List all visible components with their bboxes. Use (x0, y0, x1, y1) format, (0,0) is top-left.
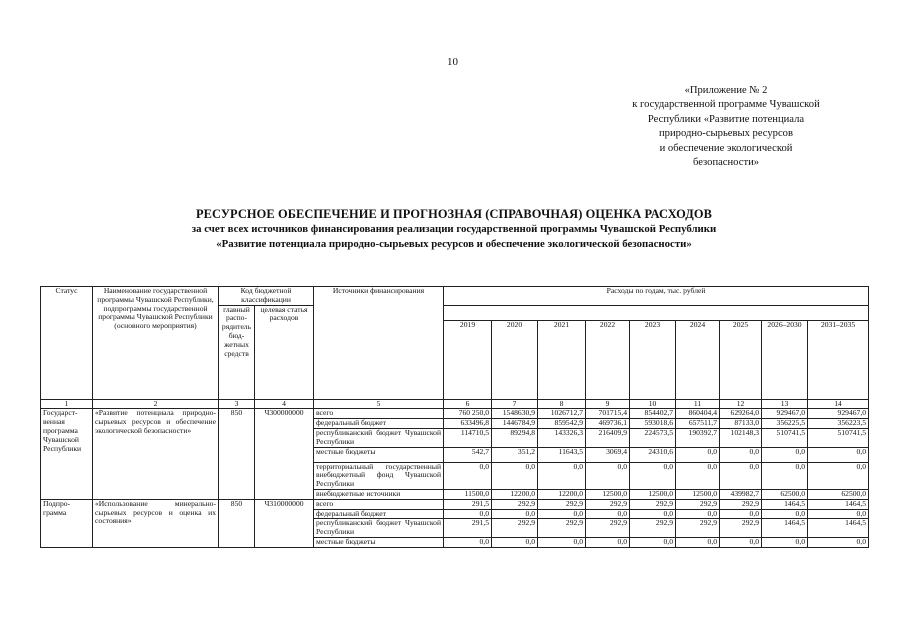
appendix-line: Республики «Развитие потенциала (647, 113, 805, 125)
row-value: 0,0 (808, 509, 869, 519)
column-number: 7 (492, 399, 538, 409)
row-value: 510741,5 (808, 428, 869, 447)
row-value: 0,0 (630, 537, 676, 547)
row-value: 0,0 (808, 537, 869, 547)
appendix-line: и обеспечение экологической (659, 142, 793, 154)
row-value: 0,0 (762, 462, 808, 489)
appendix-line: к государственной программе Чувашской (632, 99, 820, 111)
column-number: 12 (720, 399, 762, 409)
row-value: 0,0 (762, 537, 808, 547)
row-value: 291,5 (444, 499, 492, 509)
row-value: 701715,4 (586, 409, 630, 419)
row-value: 224573,5 (630, 428, 676, 447)
row-value: 629264,0 (720, 409, 762, 419)
column-number: 3 (219, 399, 255, 409)
heading-title: РЕСУРСНОЕ ОБЕСПЕЧЕНИЕ И ПРОГНОЗНАЯ (СПРАВОЧНАЯ) ОЦЕНКА РАСХОДОВ (195, 207, 713, 221)
section-main-code: 850 (219, 499, 255, 547)
row-value: 469736,1 (586, 419, 630, 429)
column-number: 8 (538, 399, 586, 409)
row-value: 292,9 (630, 519, 676, 538)
row-value: 542,7 (444, 447, 492, 462)
row-value: 292,9 (720, 519, 762, 538)
row-source: республиканский бюджет Чувашской Республики (314, 428, 444, 447)
row-value: 0,0 (444, 462, 492, 489)
row-value: 292,9 (586, 499, 630, 509)
row-value: 0,0 (538, 462, 586, 489)
section-status: Государственная программа Чувашской Республики (41, 409, 93, 499)
row-value: 292,9 (538, 519, 586, 538)
row-value: 11500,0 (444, 489, 492, 499)
row-source: местные бюджеты (314, 537, 444, 547)
row-value: 0,0 (720, 447, 762, 462)
row-value: 0,0 (586, 509, 630, 519)
row-value: 351,2 (492, 447, 538, 462)
row-value: 859542,9 (538, 419, 586, 429)
row-value: 3069,4 (586, 447, 630, 462)
row-value: 0,0 (444, 537, 492, 547)
row-value: 292,9 (492, 519, 538, 538)
row-value: 102148,3 (720, 428, 762, 447)
row-value: 1446784,9 (492, 419, 538, 429)
row-value: 0,0 (676, 447, 720, 462)
row-value: 0,0 (630, 462, 676, 489)
row-value: 62500,0 (808, 489, 869, 499)
row-value: 0,0 (720, 509, 762, 519)
table-row (41, 409, 869, 419)
row-value: 0,0 (676, 537, 720, 547)
row-value: 510741,5 (762, 428, 808, 447)
row-value: 0,0 (720, 462, 762, 489)
row-source: всего (314, 409, 444, 419)
row-value: 12500,0 (586, 489, 630, 499)
header-row (41, 287, 869, 306)
header-code-main: главный распорядитель бюджетных средств (219, 305, 255, 399)
column-number: 14 (808, 399, 869, 409)
row-value: 89294,8 (492, 428, 538, 447)
column-number: 1 (41, 399, 93, 409)
row-value: 1464,5 (762, 499, 808, 509)
row-value: 87133,0 (720, 419, 762, 429)
column-number: 9 (586, 399, 630, 409)
row-value: 0,0 (630, 509, 676, 519)
row-value: 12200,0 (492, 489, 538, 499)
row-value: 190392,7 (676, 428, 720, 447)
row-value: 62500,0 (762, 489, 808, 499)
appendix-line: природно-сырьевых ресурсов (659, 128, 793, 140)
row-source: территориальный государственный внебюджетный фонд Чувашской Республики (314, 462, 444, 489)
header-code-target: целевая статья расходов (255, 305, 314, 399)
row-value: 292,9 (586, 519, 630, 538)
header-name: Наименование государственной программы Чувашской Республики, подпрограммы государственной программы Чувашской Республики (основного мероприятия) (93, 287, 219, 400)
row-value: 0,0 (676, 462, 720, 489)
row-value: 291,5 (444, 519, 492, 538)
header-year: 2025 (720, 320, 762, 399)
row-value: 24310,6 (630, 447, 676, 462)
row-value: 356223,5 (808, 419, 869, 429)
row-value: 1464,5 (808, 519, 869, 538)
column-number: 5 (314, 399, 444, 409)
row-value: 0,0 (676, 509, 720, 519)
section-name: «Развитие потенциала природно-сырьевых ресурсов и обеспечение экологической безопасности» (93, 409, 219, 499)
row-value: 0,0 (586, 537, 630, 547)
header-status: Статус (41, 287, 93, 400)
row-source: федеральный бюджет (314, 419, 444, 429)
header-year: 2024 (676, 320, 720, 399)
row-value: 854402,7 (630, 409, 676, 419)
row-value: 0,0 (762, 447, 808, 462)
section-main-code: 850 (219, 409, 255, 499)
row-value: 12200,0 (538, 489, 586, 499)
row-value: 929467,0 (762, 409, 808, 419)
row-value: 292,9 (492, 499, 538, 509)
column-number: 11 (676, 399, 720, 409)
row-value: 12500,0 (630, 489, 676, 499)
row-value: 0,0 (492, 537, 538, 547)
row-value: 593018,6 (630, 419, 676, 429)
row-value: 439982,7 (720, 489, 762, 499)
appendix-line: безопасности» (692, 157, 760, 169)
heading-program-name: «Развитие потенциала природно-сырьевых ресурсов и обеспечение экологической безопасности» (216, 237, 692, 250)
section-target-code: Ч300000000 (255, 409, 314, 499)
row-value: 633496,8 (444, 419, 492, 429)
column-number: 13 (762, 399, 808, 409)
row-value: 0,0 (808, 447, 869, 462)
row-value: 0,0 (538, 537, 586, 547)
row-value: 0,0 (444, 509, 492, 519)
section-target-code: Ч310000000 (255, 499, 314, 547)
table-row (41, 499, 869, 509)
column-number: 6 (444, 399, 492, 409)
row-value: 0,0 (720, 537, 762, 547)
header-year: 2023 (630, 320, 676, 399)
row-value: 0,0 (808, 462, 869, 489)
column-number: 2 (93, 399, 219, 409)
row-value: 0,0 (492, 509, 538, 519)
row-value: 0,0 (586, 462, 630, 489)
header-expenses: Расходы по годам, тыс. рублей (444, 287, 869, 306)
row-value: 929467,0 (808, 409, 869, 419)
header-year: 2021 (538, 320, 586, 399)
header-year: 2026–2030 (762, 320, 808, 399)
page-number: 10 (447, 56, 458, 68)
header-code-group: Код бюджетной классификации (219, 287, 314, 306)
row-source: всего (314, 499, 444, 509)
row-value: 860404,4 (676, 409, 720, 419)
column-numbers-row (41, 399, 869, 409)
row-value: 0,0 (538, 509, 586, 519)
column-number: 10 (630, 399, 676, 409)
row-value: 1548630,9 (492, 409, 538, 419)
row-value: 0,0 (492, 462, 538, 489)
row-source: местные бюджеты (314, 447, 444, 462)
row-value: 292,9 (538, 499, 586, 509)
row-value: 1464,5 (808, 499, 869, 509)
row-value: 292,9 (676, 499, 720, 509)
row-value: 356225,5 (762, 419, 808, 429)
row-value: 114710,5 (444, 428, 492, 447)
row-source: федеральный бюджет (314, 509, 444, 519)
row-source: республиканский бюджет Чувашской Республики (314, 519, 444, 538)
section-name: «Использование минерально-сырьевых ресурсов и оценка их состояния» (93, 499, 219, 547)
appendix-line: «Приложение № 2 (684, 85, 768, 96)
header-year: 2031–2035 (808, 320, 869, 399)
heading-subtitle: за счет всех источников финансирования реализации государственной программы Чувашской Республики (191, 223, 717, 235)
row-value: 216409,9 (586, 428, 630, 447)
row-value: 0,0 (762, 509, 808, 519)
row-value: 760 250,0 (444, 409, 492, 419)
table-body (41, 287, 869, 548)
section-status: Подпрограмма (41, 499, 93, 547)
row-value: 657511,7 (676, 419, 720, 429)
row-value: 292,9 (630, 499, 676, 509)
header-sources: Источники финансирования (314, 287, 444, 400)
row-value: 292,9 (720, 499, 762, 509)
row-value: 292,9 (676, 519, 720, 538)
row-value: 1464,5 (762, 519, 808, 538)
row-source: внебюджетные источники (314, 489, 444, 499)
header-year: 2020 (492, 320, 538, 399)
row-value: 12500,0 (676, 489, 720, 499)
document-heading (40, 206, 868, 251)
resources-table (40, 286, 869, 548)
appendix-note (552, 84, 900, 170)
row-value: 143326,3 (538, 428, 586, 447)
header-year: 2019 (444, 320, 492, 399)
row-value: 11643,5 (538, 447, 586, 462)
header-year: 2022 (586, 320, 630, 399)
header-spacer (444, 305, 869, 320)
row-value: 1026712,7 (538, 409, 586, 419)
column-number: 4 (255, 399, 314, 409)
